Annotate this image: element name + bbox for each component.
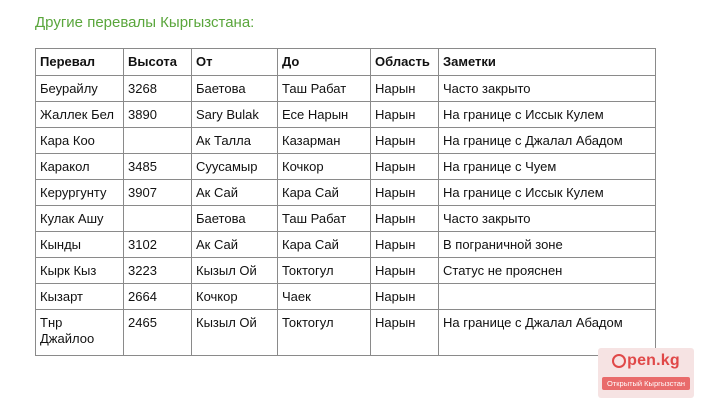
header-to: До [278, 49, 371, 76]
cell-to: Казарман [278, 128, 371, 154]
cell-pass: Кынды [36, 232, 124, 258]
cell-to: Кара Сай [278, 180, 371, 206]
cell-notes [439, 284, 656, 310]
header-pass: Перевал [36, 49, 124, 76]
header-from: От [192, 49, 278, 76]
table-row [36, 128, 656, 154]
cell-height: 3485 [124, 154, 192, 180]
cell-pass: Тнр Джайлоо [36, 310, 124, 356]
table-row [36, 102, 656, 128]
cell-to: Таш Рабат [278, 206, 371, 232]
cell-from: Кочкор [192, 284, 278, 310]
header-notes: Заметки [439, 49, 656, 76]
cell-region: Нарын [371, 284, 439, 310]
cell-pass: Каракол [36, 154, 124, 180]
cell-region: Нарын [371, 128, 439, 154]
table-row [36, 76, 656, 102]
cell-notes: На границе с Чуем [439, 154, 656, 180]
cell-notes: Часто закрыто [439, 206, 656, 232]
cell-region: Нарын [371, 102, 439, 128]
table-row [36, 310, 656, 356]
watermark-subtitle: Открытый Кыргызстан [602, 377, 690, 390]
cell-from: Ак Сай [192, 180, 278, 206]
cell-region: Нарын [371, 180, 439, 206]
cell-from: Кызыл Ой [192, 310, 278, 356]
cell-to: Кочкор [278, 154, 371, 180]
cell-height: 3268 [124, 76, 192, 102]
table-row [36, 154, 656, 180]
cell-notes: Часто закрыто [439, 76, 656, 102]
table-row [36, 258, 656, 284]
logo-circle-icon [612, 354, 626, 368]
cell-notes: На границе с Джалал Абадом [439, 128, 656, 154]
cell-to: Кара Сай [278, 232, 371, 258]
cell-to: Чаек [278, 284, 371, 310]
cell-pass: Кулак Ашу [36, 206, 124, 232]
cell-pass: Кызарт [36, 284, 124, 310]
cell-notes: На границе с Иссык Кулем [439, 102, 656, 128]
cell-region: Нарын [371, 258, 439, 284]
page-title: Другие перевалы Кыргызстана: [35, 14, 255, 31]
cell-pass: Кырк Кыз [36, 258, 124, 284]
cell-height [124, 128, 192, 154]
cell-height: 3907 [124, 180, 192, 206]
cell-pass: Керургунту [36, 180, 124, 206]
cell-height: 2664 [124, 284, 192, 310]
cell-notes: На границе с Джалал Абадом [439, 310, 656, 356]
cell-region: Нарын [371, 154, 439, 180]
cell-to: Токтогул [278, 258, 371, 284]
cell-height: 2465 [124, 310, 192, 356]
cell-notes: В пограничной зоне [439, 232, 656, 258]
site-watermark [598, 348, 694, 398]
cell-region: Нарын [371, 206, 439, 232]
cell-pass: Кара Коо [36, 128, 124, 154]
passes-table [35, 48, 656, 356]
cell-region: Нарын [371, 310, 439, 356]
cell-from: Баетова [192, 206, 278, 232]
header-height: Высота [124, 49, 192, 76]
cell-from: Кызыл Ой [192, 258, 278, 284]
cell-to: Таш Рабат [278, 76, 371, 102]
cell-region: Нарын [371, 76, 439, 102]
cell-pass: Жаллек Бел [36, 102, 124, 128]
cell-notes: Статус не прояснен [439, 258, 656, 284]
header-region: Область [371, 49, 439, 76]
cell-region: Нарын [371, 232, 439, 258]
watermark-logo-text: pen.kg [627, 352, 680, 369]
cell-height [124, 206, 192, 232]
cell-to: Токтогул [278, 310, 371, 356]
cell-to: Есе Нарын [278, 102, 371, 128]
cell-pass: Беурайлу [36, 76, 124, 102]
cell-from: Ак Сай [192, 232, 278, 258]
cell-height: 3223 [124, 258, 192, 284]
table-header-row [36, 49, 656, 76]
cell-notes: На границе с Иссык Кулем [439, 180, 656, 206]
table-row [36, 284, 656, 310]
table-row [36, 180, 656, 206]
cell-from: Sary Bulak [192, 102, 278, 128]
cell-from: Ак Талла [192, 128, 278, 154]
cell-height: 3890 [124, 102, 192, 128]
table-row [36, 206, 656, 232]
cell-from: Суусамыр [192, 154, 278, 180]
table-row [36, 232, 656, 258]
cell-height: 3102 [124, 232, 192, 258]
cell-from: Баетова [192, 76, 278, 102]
watermark-logo [612, 352, 680, 370]
